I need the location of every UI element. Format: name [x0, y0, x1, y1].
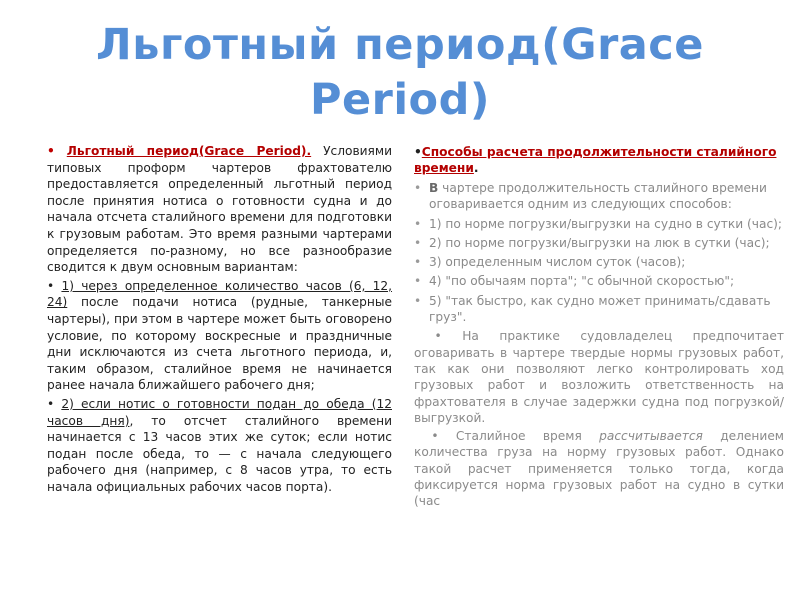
bullet-icon: • — [47, 278, 55, 293]
list-item-text: 3) определенным числом суток (часов); — [429, 255, 686, 270]
bullet-icon: • — [431, 429, 439, 444]
list-item-text: 2) по норме погрузки/выгрузки на люк в сутки (час); — [429, 235, 770, 250]
variant-1-text: после подачи нотиса (рудные, танкерные чартеры), при этом в чартере может быть оговорено условие, по которому воскресные и праздничные дни исключаются из счета льготного периода, и, таким образом, сталийное время не начинается ранее начала ближайшего рабочего дня; — [47, 295, 392, 393]
bullet-icon: • — [414, 235, 422, 250]
grace-period-intro — [47, 143, 392, 276]
calculation-text-before: Сталийное время — [455, 429, 600, 444]
list-item-text: 5) "так быстро, как судно может принимать/сдавать груз". — [429, 293, 771, 325]
list-item — [414, 293, 784, 326]
list-item — [414, 273, 784, 289]
bullet-icon: • — [414, 216, 422, 231]
list-item-text: чартере продолжительность сталийного времени оговаривается одним из следующих способов: — [429, 181, 767, 212]
bullet-icon: • — [47, 144, 55, 158]
bullet-icon: • — [414, 255, 422, 270]
laytime-methods-heading — [414, 144, 784, 176]
list-item — [414, 216, 784, 232]
practice-text: На практике судовладелец предпочитает оговаривать в чартере твердые нормы грузовых работ, так как они позволяют легко контролировать ход грузовых работ и возложить ответственность на фрахтователя в случае задержки судна под погрузкой/ выгрузкой. — [414, 329, 784, 425]
variant-1-lead: 1) через определенное количество часов (6, 12, 24) — [47, 278, 393, 310]
calculation-italic: рассчитывается — [599, 429, 703, 444]
bullet-icon: • — [434, 329, 442, 344]
left-column — [47, 143, 392, 497]
laytime-methods-heading-text: Способы расчета продолжительности сталийного времени — [414, 145, 777, 175]
list-item — [414, 180, 784, 213]
bullet-icon: • — [414, 293, 422, 308]
slide-title: Льготный период(Grace Period) — [96, 20, 704, 125]
list-item — [414, 254, 784, 270]
bullet-icon: • — [414, 181, 422, 195]
heading-period: . — [473, 161, 479, 175]
list-item-text: 4) "по обычаям порта"; "с обычной скоростью"; — [429, 274, 735, 289]
calculation-paragraph — [414, 428, 784, 509]
list-item — [414, 235, 784, 251]
variant-1 — [47, 278, 392, 394]
list-item-text: 1) по норме погрузки/выгрузки на судно в сутки (час); — [429, 216, 783, 231]
list-item-lead: В — [429, 181, 439, 195]
intro-text: Условиями типовых проформ чартеров фрахтователю предоставляется определенный льготный период после принятия нотиса о готовности судна и до начала отсчета сталийного времени для подготовки к грузовым работам. Это время разными чартерами определяется по-разному, но все разнообразие сводится к двум основным вариантам: — [47, 144, 393, 275]
bullet-icon: • — [414, 274, 422, 289]
variant-2 — [47, 396, 392, 496]
grace-period-heading: Льготный период(Grace Period). — [66, 144, 312, 158]
bullet-icon: • — [47, 396, 55, 411]
calculation-text-after: делением количества груза на норму грузовых работ. Однако такой расчет применяется только тогда, когда фиксируется норма грузовых работ на судно в сутки (час — [414, 429, 785, 509]
practice-paragraph — [414, 328, 784, 426]
variant-2-lead: 2) если нотис о готовности подан до обеда (12 часов дня) — [47, 396, 392, 428]
variant-2-text: , то отсчет сталийного времени начинается с 13 часов этих же суток; если нотис подан после обеда, то — с начала следующего рабочего дня (например, с 8 часов утра, то есть начала официальных рабочих часов порта). — [47, 413, 392, 494]
right-column — [414, 144, 784, 512]
bullet-icon: • — [414, 145, 422, 159]
